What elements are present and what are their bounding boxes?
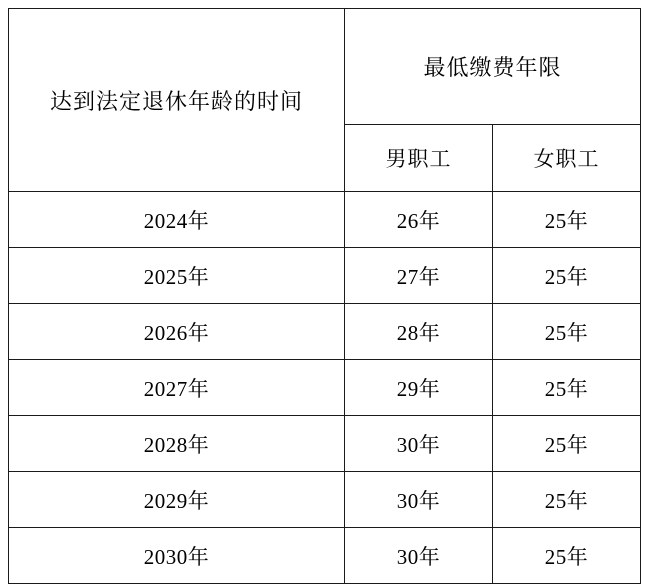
header-retirement-age-time: 达到法定退休年龄的时间 <box>9 9 345 192</box>
cell-year: 2027年 <box>9 360 345 416</box>
cell-male-years: 30年 <box>345 472 493 528</box>
cell-male-years: 28年 <box>345 304 493 360</box>
cell-female-years: 25年 <box>493 248 641 304</box>
table-row <box>9 360 641 416</box>
header-female-employee: 女职工 <box>493 124 641 191</box>
cell-female-years: 25年 <box>493 416 641 472</box>
cell-year: 2025年 <box>9 248 345 304</box>
cell-year: 2029年 <box>9 472 345 528</box>
min-contribution-years-table <box>8 8 641 584</box>
table-row <box>9 528 641 584</box>
cell-female-years: 25年 <box>493 304 641 360</box>
cell-year: 2028年 <box>9 416 345 472</box>
cell-year: 2030年 <box>9 528 345 584</box>
cell-male-years: 29年 <box>345 360 493 416</box>
cell-female-years: 25年 <box>493 472 641 528</box>
cell-male-years: 30年 <box>345 528 493 584</box>
header-min-contribution-years: 最低缴费年限 <box>345 9 641 125</box>
header-male-employee: 男职工 <box>345 124 493 191</box>
cell-female-years: 25年 <box>493 192 641 248</box>
table-row <box>9 472 641 528</box>
cell-male-years: 27年 <box>345 248 493 304</box>
table-row <box>9 192 641 248</box>
table-row <box>9 416 641 472</box>
cell-year: 2026年 <box>9 304 345 360</box>
pension-table-container <box>8 8 640 584</box>
cell-year: 2024年 <box>9 192 345 248</box>
table-row <box>9 248 641 304</box>
cell-male-years: 30年 <box>345 416 493 472</box>
cell-female-years: 25年 <box>493 528 641 584</box>
cell-male-years: 26年 <box>345 192 493 248</box>
table-header-row-top <box>9 9 641 125</box>
cell-female-years: 25年 <box>493 360 641 416</box>
table-row <box>9 304 641 360</box>
